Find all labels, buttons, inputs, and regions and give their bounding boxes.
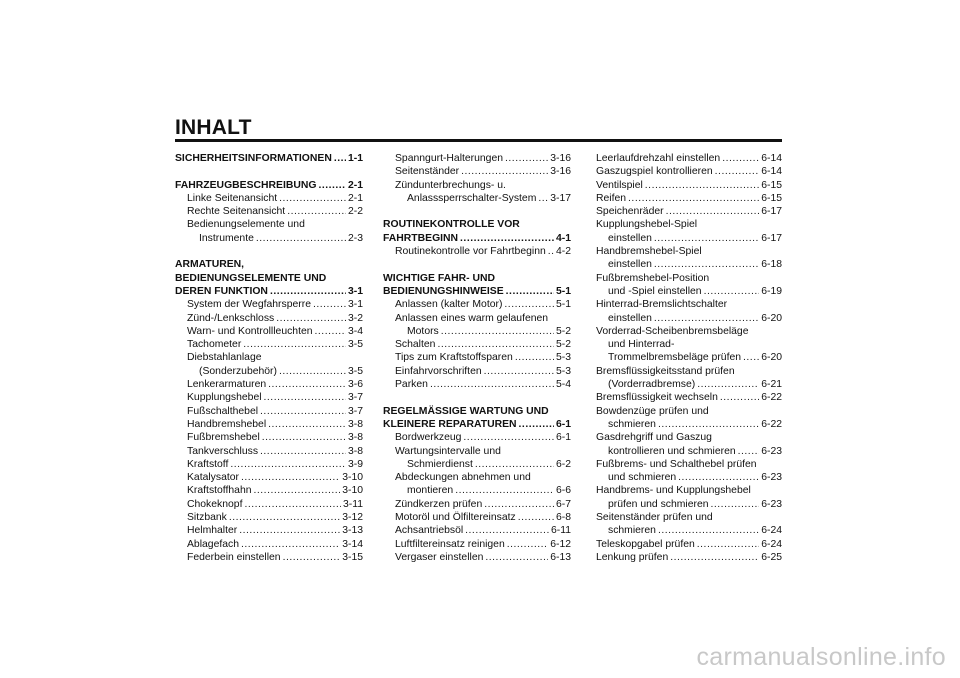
toc-entry[interactable]: [175, 445, 363, 458]
entry-text: einstellen: [608, 232, 652, 244]
dot-leader: [243, 338, 346, 351]
dot-leader: [230, 458, 346, 471]
entry-text: Handbremshebel: [187, 418, 267, 430]
dot-leader: [697, 538, 759, 551]
dot-leader: [548, 245, 554, 258]
dot-leader: [463, 431, 554, 444]
entry-text: Spanngurt-Halterungen: [395, 153, 504, 164]
entry-text: Handbremshebel-Spiel: [596, 246, 702, 258]
dot-leader: [229, 511, 340, 524]
dot-leader: [441, 325, 554, 338]
toc-entry[interactable]: [175, 405, 363, 418]
page-number: 6-20: [761, 312, 782, 324]
entry-text: Helmhalter: [187, 525, 238, 537]
section-gap: [175, 245, 363, 258]
page-number: 3-12: [342, 512, 363, 524]
toc-section-heading[interactable]: [175, 152, 363, 165]
dot-leader: [715, 165, 760, 178]
dot-leader: [654, 258, 759, 271]
toc-entry[interactable]: [383, 498, 571, 511]
dot-leader: [244, 498, 341, 511]
entry-text: Schalten: [395, 339, 436, 351]
page-number: 5-3: [555, 365, 571, 377]
entry-text: Kupplungshebel-Spiel: [596, 219, 698, 231]
toc-entry[interactable]: [175, 538, 363, 551]
page-number: 6-8: [555, 512, 571, 524]
dot-leader: [437, 338, 554, 351]
page-number: 6-13: [550, 551, 571, 563]
dot-leader: [507, 538, 548, 551]
entry-text: Sitzbank: [187, 512, 227, 524]
entry-text: prüfen und schmieren: [608, 498, 709, 510]
entry-text: kontrollieren und schmieren: [608, 445, 736, 457]
dot-leader: [515, 351, 554, 364]
entry-text: einstellen: [608, 259, 652, 271]
dot-leader: [465, 524, 549, 537]
page-number: 3-11: [342, 498, 363, 510]
toc-entry[interactable]: [383, 524, 571, 537]
toc-entry[interactable]: [175, 484, 363, 497]
page-number: 6-7: [555, 498, 571, 510]
toc-entry[interactable]: [383, 471, 571, 498]
page-number: 3-8: [347, 445, 363, 457]
dot-leader: [628, 192, 759, 205]
page-number: 5-1: [555, 299, 571, 311]
entry-text: Leerlaufdrehzahl einstellen: [596, 153, 721, 164]
entry-text: Hinterrad-Bremslichtschalter: [596, 299, 728, 311]
page-number: 3-8: [347, 432, 363, 444]
dot-leader: [268, 378, 346, 391]
dot-leader: [678, 471, 759, 484]
entry-text: Speichenräder: [596, 206, 664, 218]
entry-text: Tips zum Kraftstoffsparen: [395, 352, 513, 364]
page-number: 6-23: [761, 472, 782, 484]
entry-text: und Hinterrad-: [608, 339, 675, 351]
dot-leader: [538, 192, 548, 205]
entry-text: Routinekontrolle vor Fahrtbeginn: [395, 246, 546, 258]
page-number: 6-24: [761, 525, 782, 537]
dot-leader: [475, 458, 554, 471]
dot-leader: [666, 205, 760, 218]
dot-leader: [645, 179, 759, 192]
page-number: 3-5: [347, 365, 363, 377]
heading-text: DEREN FUNKTION: [175, 285, 268, 297]
toc-entry[interactable]: [383, 538, 571, 551]
dot-leader: [262, 431, 346, 444]
entry-text: Anlasssperrschalter-System: [407, 192, 537, 204]
dot-leader: [260, 445, 346, 458]
toc-entry[interactable]: [596, 405, 782, 432]
dot-leader: [670, 551, 759, 564]
page-number: 6-12: [550, 538, 571, 550]
toc-entry[interactable]: [383, 152, 571, 165]
dot-leader: [241, 538, 340, 551]
toc-entry[interactable]: [383, 338, 571, 351]
entry-text: Handbrems- und Kupplungshebel: [596, 485, 751, 497]
page-number: 5-2: [555, 325, 571, 337]
entry-text: Diebstahlanlage: [187, 352, 262, 364]
toc-entry[interactable]: [175, 431, 363, 444]
page-number: 3-16: [550, 166, 571, 178]
toc-entry[interactable]: [596, 272, 782, 299]
entry-text: Seitenständer: [395, 166, 460, 178]
entry-text: System der Wegfahrsperre: [187, 299, 311, 311]
page-number: 3-5: [347, 339, 363, 351]
entry-text: Linke Seitenansicht: [187, 192, 278, 204]
section-gap: [383, 391, 571, 404]
page-number: 3-14: [342, 538, 363, 550]
page-number: 4-1: [555, 232, 571, 244]
heading-text: SICHERHEITSINFORMATIONEN: [175, 153, 332, 164]
entry-text: montieren: [407, 485, 454, 497]
page-number: 6-15: [761, 179, 782, 191]
entry-text: Zündunterbrechungs- u.: [395, 179, 506, 191]
page-number: 3-17: [550, 192, 571, 204]
entry-text: Bordwerkzeug: [395, 432, 462, 444]
page-number: 3-7: [347, 405, 363, 417]
toc-entry[interactable]: [596, 298, 782, 325]
entry-text: Achsantriebsöl: [395, 525, 464, 537]
toc-entry[interactable]: [383, 551, 571, 564]
entry-text: Kupplungshebel: [187, 392, 262, 404]
dot-leader: [518, 511, 554, 524]
toc-entry[interactable]: [175, 338, 363, 351]
dot-leader: [334, 152, 346, 165]
heading-text: ROUTINEKONTROLLE VOR: [383, 219, 520, 231]
dot-leader: [654, 232, 759, 245]
dot-leader: [241, 471, 340, 484]
page-number: 2-1: [347, 179, 363, 191]
page-number: 3-8: [347, 418, 363, 430]
entry-text: schmieren: [608, 418, 656, 430]
page-number: 3-13: [342, 525, 363, 537]
heading-text: BEDIENUNGSELEMENTE UND: [175, 272, 327, 284]
toc-entry[interactable]: [383, 431, 571, 444]
toc-entry[interactable]: [596, 551, 782, 564]
entry-text: einstellen: [608, 312, 652, 324]
page-number: 5-2: [555, 339, 571, 351]
heading-text: FAHRTBEGINN: [383, 232, 459, 244]
entry-text: Federbein einstellen: [187, 551, 281, 563]
toc-entry[interactable]: [596, 538, 782, 551]
entry-text: Bowdenzüge prüfen und: [596, 405, 709, 417]
page-number: 3-1: [347, 299, 363, 311]
toc-entry[interactable]: [175, 298, 363, 311]
page-number: 5-4: [555, 379, 571, 391]
toc-entry[interactable]: [383, 298, 571, 311]
page-number: 6-11: [550, 525, 571, 537]
entry-text: Fußbrems- und Schalthebel prüfen: [596, 458, 757, 470]
entry-text: Fußbremshebel: [187, 432, 260, 444]
page-number: 6-24: [761, 538, 782, 550]
entry-text: Motors: [407, 325, 439, 337]
toc-section-heading[interactable]: [383, 218, 571, 245]
entry-text: Bedienungselemente und: [187, 219, 305, 231]
entry-text: Katalysator: [187, 472, 239, 484]
toc-entry[interactable]: [175, 498, 363, 511]
dot-leader: [430, 378, 554, 391]
entry-text: Parken: [395, 379, 428, 391]
toc-entry[interactable]: [175, 391, 363, 404]
page-number: 6-21: [761, 379, 782, 391]
entry-text: Motoröl und Ölfiltereinsatz: [395, 512, 516, 524]
entry-text: Warn- und Kontrollleuchten: [187, 325, 313, 337]
toc-entry[interactable]: [596, 365, 782, 392]
toc-entry[interactable]: [175, 524, 363, 537]
page-number: 3-4: [347, 325, 363, 337]
entry-text: Tachometer: [187, 339, 242, 351]
toc-column-3: [596, 152, 782, 564]
dot-leader: [484, 498, 554, 511]
toc-entry[interactable]: [596, 165, 782, 178]
page-number: 1-1: [347, 153, 363, 164]
page-number: 6-1: [555, 432, 571, 444]
toc-entry[interactable]: [175, 511, 363, 524]
dot-leader: [256, 232, 346, 245]
dot-leader: [658, 524, 759, 537]
dot-leader: [722, 152, 759, 165]
page-number: 3-1: [347, 285, 363, 297]
dot-leader: [260, 405, 346, 418]
toc-entry[interactable]: [383, 378, 571, 391]
page-number: 6-17: [761, 206, 782, 218]
page-number: 6-14: [761, 153, 782, 164]
page-number: 2-2: [347, 206, 363, 218]
toc-column-1: [175, 152, 363, 564]
entry-text: Kraftstoff: [187, 458, 229, 470]
toc-entry[interactable]: [383, 445, 571, 472]
dot-leader: [279, 192, 346, 205]
heading-text: REGELMÄSSIGE WARTUNG UND: [383, 405, 549, 417]
entry-text: Gaszugspiel kontrollieren: [596, 166, 713, 178]
page-number: 6-2: [555, 458, 571, 470]
dot-leader: [704, 285, 760, 298]
dot-leader: [279, 365, 346, 378]
entry-text: Teleskopgabel prüfen: [596, 538, 695, 550]
toc-entry[interactable]: [383, 351, 571, 364]
dot-leader: [264, 391, 346, 404]
dot-leader: [315, 325, 346, 338]
toc-entry[interactable]: [175, 458, 363, 471]
heading-text: ARMATUREN,: [175, 259, 245, 271]
page-number: 6-15: [761, 192, 782, 204]
page-number: 2-3: [347, 232, 363, 244]
toc-section-heading[interactable]: [383, 272, 571, 299]
entry-text: und schmieren: [608, 472, 677, 484]
entry-text: Einfahrvorschriften: [395, 365, 482, 377]
toc-entry[interactable]: [596, 218, 782, 245]
toc-section-heading[interactable]: [175, 258, 363, 298]
page-number: 3-7: [347, 392, 363, 404]
entry-text: Rechte Seitenansicht: [187, 206, 286, 218]
toc-entry[interactable]: [596, 391, 782, 404]
entry-text: Trommelbremsbeläge prüfen: [608, 352, 742, 364]
page-number: 3-10: [342, 472, 363, 484]
entry-text: Fußbremshebel-Position: [596, 272, 710, 284]
entry-text: Chokeknopf: [187, 498, 243, 510]
toc-entry[interactable]: [383, 179, 571, 206]
page-number: 6-6: [555, 485, 571, 497]
page-number: 3-15: [342, 551, 363, 563]
entry-text: Ablagefach: [187, 538, 239, 550]
toc-entry[interactable]: [175, 378, 363, 391]
toc-entry[interactable]: [383, 365, 571, 378]
page-number: 6-14: [761, 166, 782, 178]
entry-text: schmieren: [608, 525, 656, 537]
toc-entry[interactable]: [175, 471, 363, 484]
page-number: 3-6: [347, 379, 363, 391]
heading-text: BEDIENUNGSHINWEISE: [383, 285, 504, 297]
toc-entry[interactable]: [175, 551, 363, 564]
toc-entry[interactable]: [175, 325, 363, 338]
watermark: carmanualsonline.info: [696, 643, 946, 671]
section-gap: [383, 205, 571, 218]
entry-text: Gasdrehgriff und Gaszug: [596, 432, 712, 444]
entry-text: Zünd-/Lenkschloss: [187, 312, 275, 324]
page-title: INHALT: [175, 116, 252, 139]
entry-text: Wartungsintervalle und: [395, 445, 501, 457]
toc-entry[interactable]: [596, 152, 782, 165]
entry-text: Vorderrad-Scheibenbremsbeläge: [596, 325, 749, 337]
page-number: 4-2: [555, 246, 571, 258]
toc-entry[interactable]: [596, 431, 782, 458]
toc-entry[interactable]: [596, 458, 782, 485]
entry-text: Abdeckungen abnehmen und: [395, 472, 531, 484]
dot-leader: [460, 232, 554, 245]
entry-text: Seitenständer prüfen und: [596, 512, 713, 524]
toc-entry[interactable]: [175, 218, 363, 245]
dot-leader: [455, 484, 554, 497]
entry-text: Luftfiltereinsatz reinigen: [395, 538, 505, 550]
entry-text: Tankverschluss: [187, 445, 259, 457]
dot-leader: [313, 298, 346, 311]
entry-text: Zündkerzen prüfen: [395, 498, 483, 510]
dot-leader: [270, 285, 346, 298]
entry-text: Kraftstoffhahn: [187, 485, 252, 497]
page-number: 6-19: [761, 285, 782, 297]
toc-entry[interactable]: [383, 245, 571, 258]
dot-leader: [720, 391, 759, 404]
page-number: 6-20: [761, 352, 782, 364]
dot-leader: [519, 418, 554, 431]
entry-text: Bremsflüssigkeit wechseln: [596, 392, 718, 404]
page-number: 6-1: [555, 418, 571, 430]
page-number: 6-23: [761, 498, 782, 510]
toc-entry[interactable]: [596, 511, 782, 538]
entry-text: (Vorderradbremse): [608, 379, 696, 391]
entry-text: Lenkung prüfen: [596, 551, 669, 563]
title-rule: [175, 139, 782, 142]
dot-leader: [743, 351, 759, 364]
page-number: 3-16: [550, 153, 571, 164]
section-gap: [175, 165, 363, 178]
toc-section-heading[interactable]: [383, 405, 571, 432]
toc-entry[interactable]: [383, 165, 571, 178]
dot-leader: [654, 312, 759, 325]
dot-leader: [276, 312, 346, 325]
toc-entry[interactable]: [596, 192, 782, 205]
page-number: 2-1: [347, 192, 363, 204]
toc-entry[interactable]: [596, 205, 782, 218]
entry-text: Instrumente: [199, 232, 254, 244]
entry-text: Anlassen (kalter Motor): [395, 299, 503, 311]
entry-text: Anlassen eines warm gelaufenen: [395, 312, 549, 324]
entry-text: Ventilspiel: [596, 179, 643, 191]
toc-entry[interactable]: [596, 245, 782, 272]
dot-leader: [505, 152, 548, 165]
dot-leader: [711, 498, 760, 511]
heading-text: FAHRZEUGBESCHREIBUNG: [175, 179, 317, 191]
entry-text: Vergaser einstellen: [395, 551, 484, 563]
page-number: 6-22: [761, 418, 782, 430]
page-number: 6-25: [761, 551, 782, 563]
toc-entry[interactable]: [175, 192, 363, 205]
toc-entry[interactable]: [175, 351, 363, 378]
heading-text: WICHTIGE FAHR- UND: [383, 272, 495, 284]
entry-text: Fußschalthebel: [187, 405, 259, 417]
dot-leader: [268, 418, 346, 431]
toc-column-2: [383, 152, 571, 564]
toc-entry[interactable]: [383, 312, 571, 339]
entry-text: Bremsflüssigkeitsstand prüfen: [596, 365, 735, 377]
dot-leader: [318, 179, 346, 192]
page-number: 3-2: [347, 312, 363, 324]
dot-leader: [658, 418, 759, 431]
toc-entry[interactable]: [175, 418, 363, 431]
dot-leader: [504, 298, 554, 311]
heading-text: KLEINERE REPARATUREN: [383, 418, 517, 430]
dot-leader: [485, 551, 548, 564]
page-number: 6-23: [761, 445, 782, 457]
page-number: 6-17: [761, 232, 782, 244]
toc-entry[interactable]: [175, 312, 363, 325]
dot-leader: [697, 378, 759, 391]
page-number: 5-3: [555, 352, 571, 364]
toc-section-heading[interactable]: [175, 179, 363, 192]
dot-leader: [484, 365, 554, 378]
page-number: 6-22: [761, 392, 782, 404]
dot-leader: [738, 445, 760, 458]
toc-entry[interactable]: [596, 179, 782, 192]
entry-text: Schmierdienst: [407, 458, 473, 470]
entry-text: Reifen: [596, 192, 627, 204]
toc-entry[interactable]: [596, 325, 782, 365]
dot-leader: [254, 484, 341, 497]
entry-text: Lenkerarmaturen: [187, 379, 267, 391]
page-number: 3-9: [347, 458, 363, 470]
dot-leader: [461, 165, 548, 178]
page-number: 3-10: [342, 485, 363, 497]
toc-entry[interactable]: [175, 205, 363, 218]
dot-leader: [287, 205, 346, 218]
page-number: 6-18: [761, 259, 782, 271]
dot-leader: [283, 551, 341, 564]
toc-entry[interactable]: [596, 484, 782, 511]
dot-leader: [239, 524, 340, 537]
toc-entry[interactable]: [383, 511, 571, 524]
dot-leader: [506, 285, 554, 298]
entry-text: (Sonderzubehör): [199, 365, 277, 377]
entry-text: und -Spiel einstellen: [608, 285, 702, 297]
page-number: 5-1: [555, 285, 571, 297]
section-gap: [383, 258, 571, 271]
